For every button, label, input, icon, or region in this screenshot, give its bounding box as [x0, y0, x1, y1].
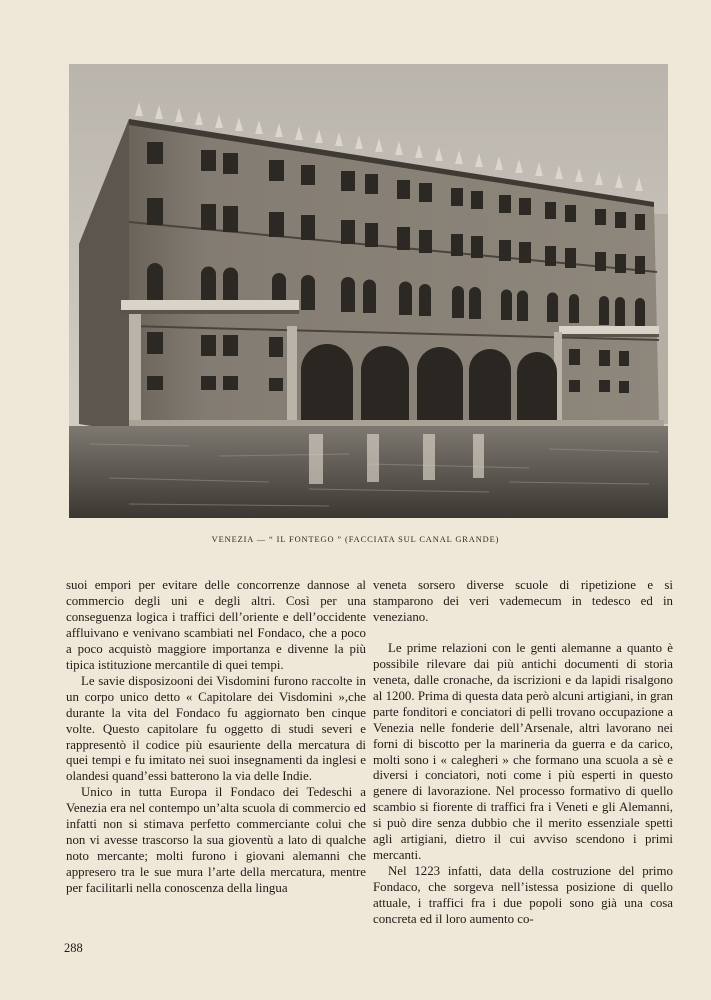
- fondaco-photograph: [69, 64, 668, 518]
- paragraph: Le savie disposizooni dei Visdomini furono raccolte in un corpo unico detto « Capitolare dei Visdomini »,che durante la vita del Fondaco fu aggiornato ben cinque volte. Questo capitolare fu oggetto di studi severi e rappresentò il codice più esauriente della mercatura di quei tempi e fu imitato nei suoi insegnamenti da inglesi e olandesi quand’essi batterono la via delle Indie.: [66, 673, 366, 784]
- page-number: 288: [64, 941, 83, 955]
- paragraph: Le prime relazioni con le genti alemanne a quanto è possibile rilevare dai più antichi documenti di storia veneta, dalle cronache, da iscrizioni e da lapidi risalgono al 1200. Prima di questa data però alcuni artigiani, in gran parte fonditori e conciatori di pelli trovano occupazione a Venezia nelle fonderie dell’Arsenale, altri lavorano nei forni di biscotto per la marineria da guerra e da carico, molti sono i « calegheri » che formano una scuola a sè e diversi i conciatori, noti come i più esperti in questo genere di lavorazione. Nel processo formativo di quello scambio si fiorente di traffici fra i Veneti e gli Alemanni, si può dire senza dubbio che il merito essenziale spetti agli artigiani, dietro il cui avviso scendono i primi mercanti.: [373, 640, 673, 863]
- paragraph: suoi empori per evitare delle concorrenze dannose al commercio degli uni e degli altri. Così per una conseguenza logica i traffici dell’oriente e dell’occidente affluivano e venivano scambiati nel Fondaco, che a poco a poco acquistò maggiore importanza e divenne la più tipica istituzione mercantile di quei tempi.: [66, 578, 366, 672]
- paragraph: veneta sorsero diverse scuole di ripetizione e si stamparono dei veri vademecum in tedesco ed in veneziano.: [373, 578, 673, 624]
- paragraph: Nel 1223 infatti, data della costruzione del primo Fondaco, che sorgeva nell’istessa posizione di quello attuale, i traffici fra i due popoli sono già una cosa concreta ed il loro aumento co-: [373, 864, 673, 927]
- text-column-right: [373, 578, 673, 928]
- paragraph: Unico in tutta Europa il Fondaco dei Tedeschi a Venezia era nel contempo un’alta scuola di commercio ed infatti non si stimava perfetto commerciante colui che non vi avesse trascorso la sua gioventù a lato di qualche noto mercante; molti furono i giovani alemanni che appresero tra le sue mura l’arte della mercatura, mentre per facilitarli nella conoscenza della lingua: [66, 785, 366, 896]
- photo-caption: VENEZIA — “ IL FONTEGO ” (FACCIATA SUL CANAL GRANDE): [211, 535, 500, 544]
- text-column-left: [66, 578, 366, 897]
